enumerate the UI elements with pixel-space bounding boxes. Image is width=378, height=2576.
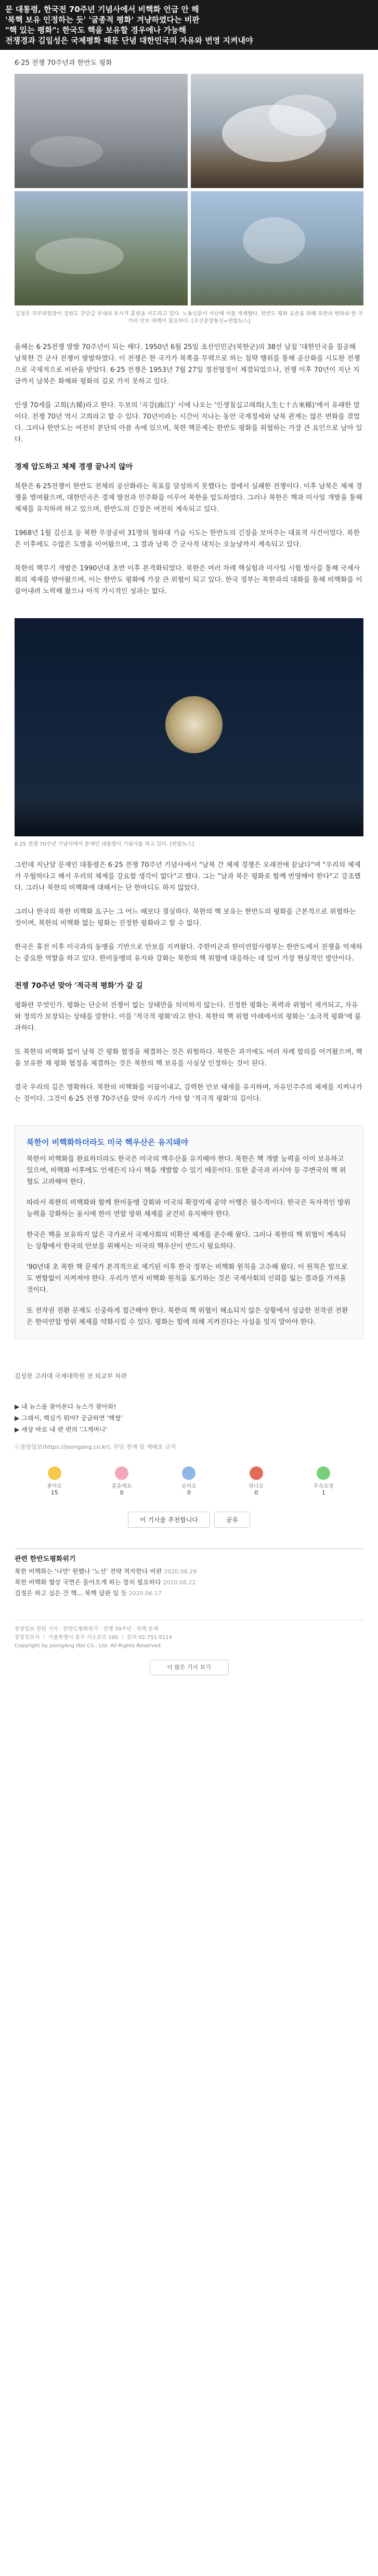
paragraph: 인생 70세를 고희(古稀)라고 한다. 두보의 '곡강(曲江)' 시에 나오는 '인생칠십고래희(人生七十古來稀)'에서 유래한 말이다. 전쟁 70년 역시 고희라고 할 수 있다. 70년이라는 시간이 지나는 동안 국제정세와 남북 관계는 많은 변화를 겪었다. 그러나 한반도는 여전히 분단의 아픔 속에 있으며, 북한 핵문제는 한반도 평화를 위협하는 가장 큰 요인으로 남아 있다. (15, 402, 362, 444)
sidebar-box (15, 1126, 363, 1339)
related-item[interactable] (15, 1588, 363, 1599)
reaction-count: 0 (187, 1489, 191, 1496)
related-item[interactable] (15, 1566, 363, 1577)
related-articles (15, 1549, 363, 1599)
related-item-title: 김정은 하고 싶은 건 핵... 북핵 담판 일 듯 (15, 1590, 127, 1597)
reaction-count: 1 (321, 1489, 325, 1496)
box-paragraph: 따라서 북한의 비핵화와 함께 한미동맹 강화와 미국의 확장억제 공약 이행은 필수적이다. 한국은 독자적인 방위 능력을 강화하는 동시에 한미 연합 방위 체제를 굳건히 유지해야 한다. (27, 1199, 350, 1218)
paragraph: 그러나 한국의 북한 비핵화 요구는 그 어느 때보다 절실하다. 북한의 핵 보유는 한반도의 평화를 근본적으로 위협하는 것이며, 북한의 비핵화 없는 평화는 진정한 평화라고 할 수 없다. (15, 908, 356, 927)
photo-gallery (0, 74, 378, 305)
related-item[interactable] (15, 1577, 363, 1588)
photo-firing-drill[interactable] (15, 191, 188, 305)
photo-artillery-smoke[interactable] (191, 74, 364, 188)
action-buttons (0, 1512, 378, 1528)
box-paragraph: 또 전작권 전환 문제도 신중하게 접근해야 한다. 북한의 핵 위협이 해소되지 않은 상황에서 성급한 전작권 전환은 한미연합 방위 체제를 약화시킬 수 있다. 평화는 힘에 의해 지켜진다는 사실을 잊지 말아야 한다. (27, 1307, 348, 1326)
share-button[interactable]: 공유 (214, 1512, 250, 1528)
reaction-item[interactable] (106, 1466, 137, 1496)
reaction-item[interactable] (173, 1466, 204, 1496)
footer-line: Copyright by JoongAng Ilbo Co., Ltd. All Rights Reserved (15, 1643, 161, 1649)
reaction-label: 후속요청 (313, 1484, 334, 1489)
reaction-face-icon (48, 1466, 61, 1480)
reaction-bar (0, 1466, 378, 1496)
footer-line: 중앙일보사 ｜ 서울특별시 중구 서소문로 100 ｜ 문의 02-751-5114 (15, 1635, 172, 1640)
reaction-count: 15 (50, 1489, 58, 1496)
headline-line-3: "핵 있는 평화": 한국도 핵을 보유할 경우에나 가능해 (5, 25, 186, 35)
reaction-face-icon (182, 1466, 195, 1480)
related-item-title: 북한 비핵화 협상 국면은 돌아오게 하는 장치 필요하다 (15, 1579, 161, 1586)
paragraph: 북한은 6·25전쟁이 한반도 전체의 공산화라는 목표를 달성하지 못했다는 점에서 실패한 전쟁이다. 이후 남북은 체제 경쟁을 벌여왔으며, 대한민국은 경제 발전과 민주화를 이루어 북한을 압도하였다. 그러나 북한은 핵과 미사일 개발을 통해 체제를 유지하려 하고 있으며, 한반도의 긴장은 여전히 계속되고 있다. (15, 483, 362, 513)
reaction-label: 좋아요 (47, 1484, 62, 1489)
footer (15, 1620, 363, 1675)
byline-row (0, 1370, 378, 1380)
paragraph: 결국 우리의 길은 명확하다. 북한의 비핵화를 이끌어내고, 강력한 안보 태세를 유지하며, 자유민주주의 체제를 지켜나가는 것이다. 그것이 6·25 전쟁 70주년을 맞아 우리가 가야 할 '적극적 평화'의 길이다. (15, 1084, 362, 1103)
promo-link-3[interactable]: ▶ 세상 바로 내 편 편의 '그게머니' (15, 1426, 107, 1433)
box-paragraph: 북한이 비핵화를 완료하더라도 한국은 미국의 핵우산을 유지해야 한다. 북한은 핵 개발 능력을 이미 보유하고 있으며, 비핵화 이후에도 언제든지 다시 핵을 개발할 수 있기 때문이다. 또한 중국과 러시아 등 주변국의 핵 위협도 고려해야 한다. (27, 1155, 346, 1186)
more-articles-button[interactable]: 더 많은 기사 보기 (150, 1660, 229, 1675)
related-item-date: 2020.06.17 (128, 1590, 162, 1597)
footer-line: 중앙일보 관련 기사 · 한반도평화위기 · 전쟁 70주년 · 북핵 문제 (15, 1626, 159, 1632)
gallery-caption: 김정은 국무위원장이 강원도 군단급 부대의 포사격 훈련을 지도하고 있다. 노동신문이 지난해 이를 게재했다. 한반도 평화 공존을 위해 북한의 변화와 한 국가의 안보 대책이 필요하다. [조선중앙통신=연합뉴스] (15, 311, 363, 324)
paragraph: 평화란 무엇인가. 평화는 단순히 전쟁이 없는 상태만을 의미하지 않는다. 진정한 평화는 폭력과 위협이 제거되고, 자유와 정의가 보장되는 상태를 말한다. 이를 '적극적 평화'라고 한다. 북한의 핵 위협 아래에서의 평화는 '소극적 평화'에 불과하다. (15, 1002, 361, 1032)
related-item-title: 북한 비핵화는 '나만' 원했나 '노선' 전략 적자한다 비판 (15, 1568, 162, 1575)
reaction-face-icon (250, 1466, 263, 1480)
reaction-item[interactable] (308, 1466, 339, 1496)
reaction-face-icon (115, 1466, 128, 1480)
paragraph: 그런데 지난달 문재인 대통령은 6·25 전쟁 70주년 기념사에서 "남북 간 체제 경쟁은 오래전에 끝났다"며 "우리의 체제가 우월하다고 해서 우리의 체제를 강요할 생각이 없다"고 했다. 그는 "남과 북은 평화로 함께 번영해야 한다"고 강조했다. 그러나 북한의 비핵화에 대해서는 단 한마디도 하지 않았다. (15, 861, 361, 892)
box-paragraph: 한국은 핵을 보유하지 않은 국가로서 국제사회의 비확산 체제를 준수해 왔다. 그러나 북한의 핵 위협이 계속되는 상황에서 한국의 안보를 위해서는 미국의 핵우산이 반드시 필요하다. (27, 1231, 346, 1250)
photo-soldiers[interactable] (15, 74, 188, 188)
reaction-item[interactable] (39, 1466, 70, 1496)
reaction-item[interactable] (241, 1466, 272, 1496)
reaction-label: 훈훈해요 (111, 1484, 132, 1489)
related-item-date: 2020.06.22 (163, 1579, 196, 1586)
headline-line-4: 전쟁경과 김일성은 국제평화 때문 단념 대한민국의 자유와 번영 지켜내야 (5, 36, 253, 45)
reaction-label: 슬퍼요 (181, 1484, 197, 1489)
paragraph: 올해는 6·25전쟁 발발 70주년이 되는 해다. 1950년 6월 25일 조선인민군(북한군)의 38선 남침 '대한민국을 침공해 남북한 간 군사 전쟁이 발발하였다. 이 전쟁은 한 국가가 북쪽을 무력으로 하는 침략 행위를 통해 공산화를 시도한 전쟁으로 국제적으로 비판을 받았다. 6·25 전쟁은 1953년 7월 27일 정전협정이 체결되었으나, 전쟁 이후 70년이 지난 지금까지 남북은 화해와 평화의 길로 가지 못하고 있다. (15, 343, 360, 385)
promo-links (0, 1401, 378, 1435)
reaction-label: 화나요 (249, 1484, 264, 1489)
promo-link-1[interactable]: ▶ 내 뉴스를 찾아본다 뉴스가 찾아와! (15, 1403, 116, 1410)
related-title: 관련 한반도평화위기 (15, 1555, 76, 1563)
box-paragraph: '90년대 초 북한 핵 문제가 본격적으로 제기된 이후 한국 정부는 비핵화 원칙을 고수해 왔다. 이 원칙은 앞으로도 변함없이 지켜져야 한다. 우리가 먼저 비핵화 원칙을 포기하는 것은 국제사회의 신뢰를 잃는 결과를 가져올 것이다. (27, 1263, 348, 1294)
author-byline: 김성한 고려대 국제대학원 전 외교부 차관 (15, 1372, 127, 1380)
paragraph: 한국은 휴전 이후 미국과의 동맹을 기반으로 안보를 지켜왔다. 주한미군과 한미연합사령부는 한반도에서 전쟁을 억제하는 중요한 역할을 하고 있다. 한미동맹의 유지와 강화는 북한의 핵 위협에 대응하는 데 있어 가장 현실적인 방안이다. (15, 943, 363, 963)
promo-link-2[interactable]: ▶ 그래서, 핵심가 뭐야? 궁금하면 '핵썰' (15, 1414, 123, 1422)
copyright-notice: ⓒ중앙일보(https://joongang.co.kr), 무단 전재 및 재배포 금지 (15, 1444, 176, 1450)
headline-line-2: '북핵 보유 인정하는 듯' '굴종적 평화' 겨냥하였다는 비판 (5, 15, 200, 24)
subhead: 6·25 전쟁 70주년과 한반도 평화 (15, 59, 112, 67)
headline-line-1: 문 대통령, 한국전 70주년 기념사에서 비핵화 언급 안 해 (5, 5, 199, 14)
photo-president-speech[interactable] (15, 618, 363, 836)
recommend-button[interactable]: 이 기사를 추천합니다 (128, 1512, 210, 1528)
paragraph: 북한의 핵무기 개발은 1990년대 초반 이후 본격화되었다. 북한은 여러 차례 핵실험과 미사일 시험 발사를 통해 국제사회의 제재를 받아왔으며, 이는 한반도 평화에 가장 큰 위협이 되고 있다. 한국 정부는 북한과의 대화를 통해 비핵화를 이끌어내려 노력해 왔으나 아직 가시적인 성과는 없다. (15, 565, 362, 595)
photo-missile-launch[interactable] (191, 191, 364, 305)
headline-block (0, 0, 378, 50)
reaction-count: 0 (120, 1489, 124, 1496)
paragraph: 1968년 1월 김신조 등 북한 무장공비 31명의 청와대 기습 시도는 한반도의 긴장을 보여주는 대표적 사건이었다. 북한은 이후에도 수많은 도발을 이어왔으며, 그 결과 남북 간 군사적 대치는 오늘날까지 계속되고 있다. (15, 529, 360, 549)
paragraph: 또 북한의 비핵화 없이 남북 간 평화 협정을 체결하는 것은 위험하다. 북한은 과거에도 여러 차례 합의를 어겨왔으며, 핵을 보유한 채 평화 협정을 체결하는 것은 북한의 핵 보유를 사실상 인정하는 것이 된다. (15, 1048, 362, 1067)
photo-caption: 6·25 전쟁 70주년 기념식에서 문재인 대통령이 기념사를 하고 있다. [연합뉴스] (15, 842, 194, 847)
section-heading: 전쟁 70주년 맞아 '적극적 평화'가 갈 길 (15, 982, 143, 990)
related-item-date: 2020.06.29 (164, 1568, 197, 1575)
section-heading: 경제 압도하고 체제 경쟁 끝나지 않아 (15, 463, 133, 471)
reaction-count: 0 (254, 1489, 258, 1496)
reaction-face-icon (317, 1466, 330, 1480)
article-body-2 (0, 860, 378, 1105)
article-body-1 (0, 342, 378, 597)
box-title: 북한이 비핵화하더라도 미국 핵우산은 유지돼야 (27, 1138, 188, 1147)
